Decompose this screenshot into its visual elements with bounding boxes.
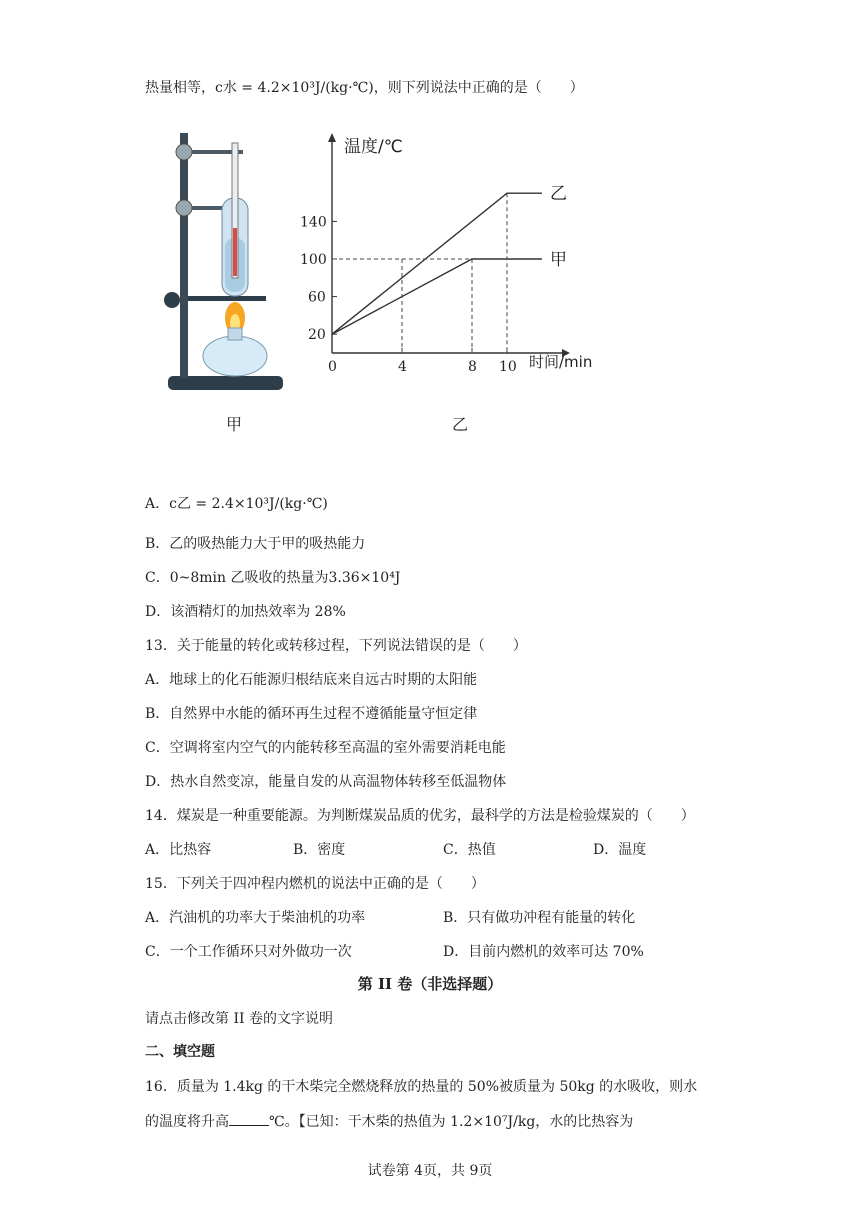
q13-stem: 13．关于能量的转化或转移过程，下列说法错误的是（ ） <box>145 638 527 654</box>
q15-option-c[interactable]: C．一个工作循环只对外做功一次 <box>145 944 352 960</box>
option-letter: D． <box>145 604 171 620</box>
y-tick-label: 60 <box>308 289 326 306</box>
intro-text-after: ，则下列说法中正确的是（ ） <box>373 80 584 96</box>
intro-text-before: 热量相等， <box>145 80 215 96</box>
section-subtitle: 二、填空题 <box>145 1044 215 1060</box>
thermometer-mercury <box>233 228 237 276</box>
figure-label-right: 乙 <box>452 415 469 434</box>
q16-text-after: ℃。【已知：干木柴的热值为 1.2×10⁷J/kg，水的比热容为 <box>269 1114 634 1130</box>
clamp-knob-mid <box>176 200 192 216</box>
y-axis-arrow <box>328 133 336 142</box>
intro-formula: c水 = 4.2×10³J/(kg·℃) <box>215 80 374 96</box>
y-axis-label: 温度/℃ <box>344 137 403 157</box>
lamp-neck <box>228 328 242 340</box>
x-tick-label: 0 <box>328 359 337 375</box>
x-axis-label: 时间/min <box>529 353 593 371</box>
series-line <box>332 259 542 334</box>
alcohol-lamp <box>203 336 267 376</box>
q14-option-d[interactable]: D．温度 <box>593 842 647 858</box>
q14-option-b[interactable]: B．密度 <box>293 842 346 858</box>
option-text: 该酒精灯的加热效率为 28% <box>170 604 346 620</box>
q16-text-before: 的温度将升高 <box>145 1114 229 1130</box>
option-letter: C． <box>145 570 170 586</box>
lab-apparatus-illustration <box>150 128 295 398</box>
q13-option-c[interactable]: C．空调将室内空气的内能转移至高温的室外需要消耗电能 <box>145 740 506 756</box>
q15-option-a[interactable]: A．汽油机的功率大于柴油机的功率 <box>145 910 366 926</box>
series-label: 乙 <box>550 184 567 205</box>
option-text: c乙 = 2.4×10³J/(kg·℃) <box>169 496 328 512</box>
intro-line <box>145 78 584 98</box>
q16-line1: 16．质量为 1.4kg 的干木柴完全燃烧释放的热量的 50%被质量为 50kg 的水吸收，则水 <box>145 1079 698 1095</box>
page-footer: 试卷第 4页，共 9页 <box>367 1163 493 1179</box>
section-note[interactable]: 请点击修改第 II 卷的文字说明 <box>145 1011 333 1027</box>
option-letter: A． <box>145 496 170 512</box>
q14-stem: 14．煤炭是一种重要能源。为判断煤炭品质的优劣，最科学的方法是检验煤炭的（ ） <box>145 808 695 824</box>
x-tick-label: 10 <box>499 359 517 375</box>
figure-label-left: 甲 <box>226 415 243 434</box>
series-label: 甲 <box>550 250 567 270</box>
x-tick-label: 4 <box>398 359 407 375</box>
section-title: 第 II 卷（非选择题） <box>357 975 503 993</box>
temperature-time-chart <box>290 128 600 408</box>
clamp-knob-top <box>176 144 192 160</box>
y-tick-label: 20 <box>308 327 326 344</box>
q15-option-d[interactable]: D．目前内燃机的效率可达 70% <box>443 944 644 960</box>
series-line <box>332 193 542 334</box>
answer-blank[interactable] <box>229 1111 269 1126</box>
q14-option-c[interactable]: C．热值 <box>443 842 496 858</box>
x-tick-label: 8 <box>468 359 477 375</box>
q12-option-d[interactable] <box>145 602 346 622</box>
q13-option-b[interactable]: B．自然界中水能的循环再生过程不遵循能量守恒定律 <box>145 706 478 722</box>
option-text: 0~8min 乙吸收的热量为3.36×10⁴J <box>169 570 401 586</box>
q12-option-c[interactable] <box>145 568 400 588</box>
y-tick-label: 140 <box>300 214 327 231</box>
q12-option-a[interactable] <box>145 494 328 514</box>
q15-stem: 15．下列关于四冲程内燃机的说法中正确的是（ ） <box>145 876 485 892</box>
q12-option-b[interactable] <box>145 534 365 554</box>
q15-option-b[interactable]: B．只有做功冲程有能量的转化 <box>443 910 636 926</box>
option-letter: B． <box>145 536 170 552</box>
q16-line2 <box>145 1111 633 1132</box>
stand-rod <box>180 133 188 378</box>
q13-option-a[interactable]: A．地球上的化石能源归根结底来自远古时期的太阳能 <box>145 672 478 688</box>
ring-clamp-knob <box>164 292 180 308</box>
option-text: 乙的吸热能力大于甲的吸热能力 <box>169 536 366 552</box>
stand-base <box>168 376 283 390</box>
y-tick-label: 100 <box>300 252 327 268</box>
q14-option-a[interactable]: A．比热容 <box>145 842 212 858</box>
q13-option-d[interactable]: D．热水自然变凉，能量自发的从高温物体转移至低温物体 <box>145 774 507 790</box>
wire-gauze <box>188 296 266 301</box>
